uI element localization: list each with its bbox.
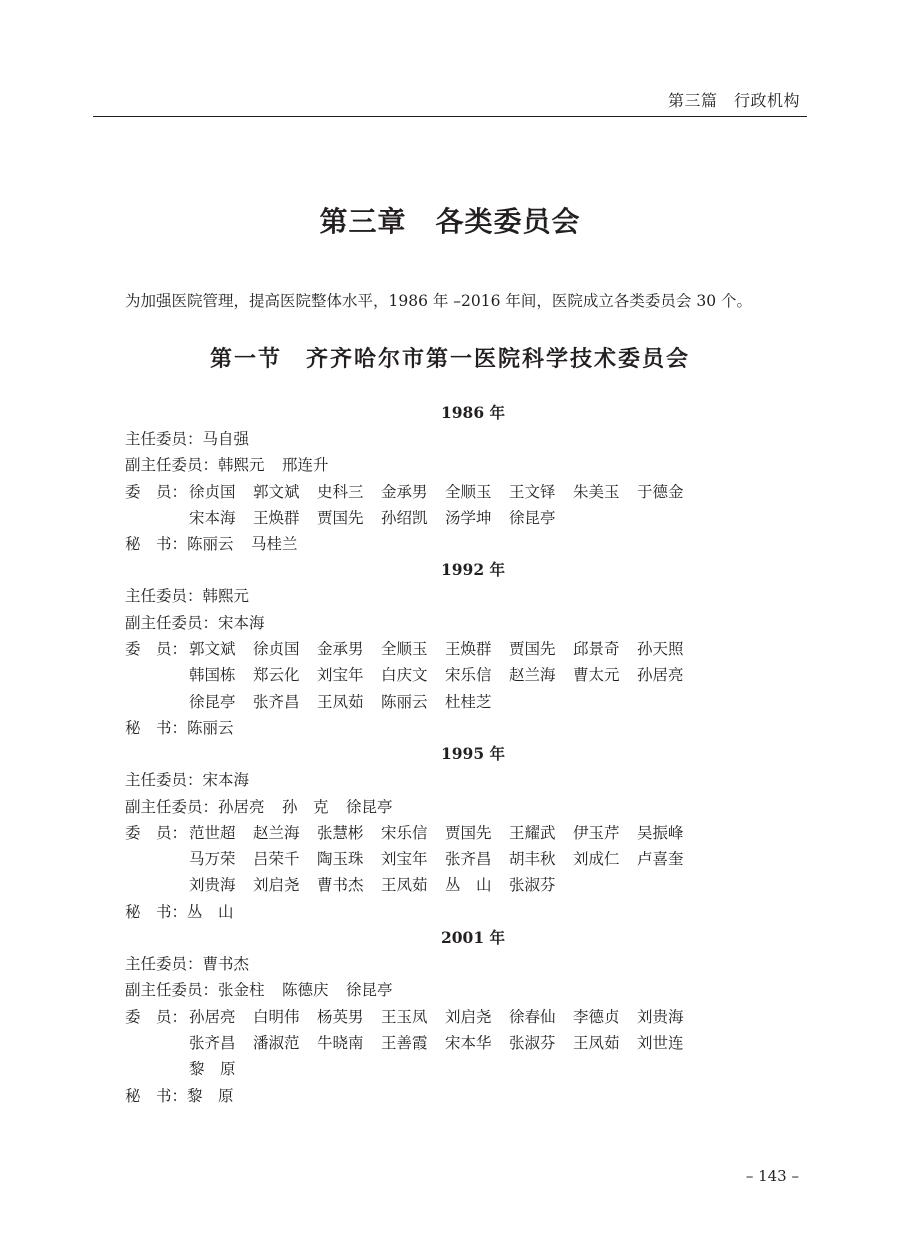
member-name: 卢喜奎 <box>637 850 684 869</box>
member-name: 徐贞国 <box>189 482 236 501</box>
member-name: 邱景奇 <box>573 640 620 659</box>
role-row <box>125 951 805 977</box>
name-list <box>203 583 267 609</box>
role-row <box>125 977 805 1003</box>
member-name: 刘贵海 <box>637 1007 684 1026</box>
member-name: 宋本华 <box>445 1033 492 1052</box>
role-label: 副主任委员： <box>125 981 219 1000</box>
role-label: 主任委员： <box>125 955 203 974</box>
committee-period <box>125 400 805 557</box>
role-row <box>125 452 805 478</box>
member-name: 刘贵海 <box>189 876 236 895</box>
role-row <box>125 426 805 452</box>
member-name: 曹书杰 <box>202 955 250 974</box>
role-row <box>125 899 805 925</box>
role-row <box>125 820 805 899</box>
member-name: 陈德庆 <box>282 981 329 1000</box>
member-name: 王文铎 <box>509 482 556 501</box>
name-list <box>218 794 410 820</box>
member-name: 王焕群 <box>445 640 492 659</box>
period-year-heading <box>0 925 700 951</box>
member-name: 汤学坤 <box>445 508 492 527</box>
member-name: 王焕群 <box>253 508 300 527</box>
member-name: 刘宝年 <box>317 666 364 685</box>
member-name: 史科三 <box>317 482 364 501</box>
name-list <box>189 636 701 715</box>
role-label: 秘 书： <box>125 1086 188 1105</box>
role-label: 委 员： <box>125 640 188 659</box>
member-name: 杜桂芝 <box>445 692 492 711</box>
name-list <box>187 531 315 557</box>
member-name: 孙居亮 <box>189 1007 236 1026</box>
member-name: 宋乐信 <box>381 823 428 842</box>
member-name: 贾国先 <box>317 508 364 527</box>
role-label: 副主任委员： <box>125 456 219 475</box>
section-title: 第一节 齐齐哈尔市第一医院科学技术委员会 <box>209 346 690 372</box>
role-label: 秘 书： <box>125 535 188 554</box>
member-name: 徐贞国 <box>253 640 300 659</box>
member-name: 陈丽云 <box>187 718 234 737</box>
member-name: 刘启尧 <box>445 1007 492 1026</box>
member-name: 刘启尧 <box>253 876 300 895</box>
role-row <box>125 583 805 609</box>
member-name: 黎 原 <box>189 1060 236 1079</box>
member-name: 张淑芬 <box>509 1033 556 1052</box>
member-name: 孙居亮 <box>637 666 684 685</box>
role-label: 委 员： <box>125 1007 188 1026</box>
member-name: 王凤茹 <box>317 692 364 711</box>
member-name: 张齐昌 <box>445 850 492 869</box>
member-name: 金承男 <box>381 482 428 501</box>
role-label: 秘 书： <box>125 902 188 921</box>
name-list <box>203 951 267 977</box>
member-name: 范世超 <box>189 823 236 842</box>
member-name: 张金柱 <box>218 981 265 1000</box>
member-name: 徐春仙 <box>509 1007 556 1026</box>
member-name: 赵兰海 <box>509 666 556 685</box>
member-name: 吴振峰 <box>637 823 684 842</box>
role-label: 委 员： <box>125 823 188 842</box>
role-row <box>125 767 805 793</box>
member-name: 孙天照 <box>637 640 684 659</box>
member-name: 白庆文 <box>381 666 428 685</box>
member-name: 于德金 <box>637 482 684 501</box>
member-name: 郭文斌 <box>189 640 236 659</box>
member-name: 杨英男 <box>317 1007 364 1026</box>
member-name: 张齐昌 <box>253 692 300 711</box>
committee-period <box>125 557 805 741</box>
name-list <box>218 977 410 1003</box>
name-list <box>203 426 267 452</box>
name-list <box>187 899 251 925</box>
member-name: 韩熙元 <box>218 456 265 475</box>
member-name: 马桂兰 <box>251 535 298 554</box>
member-name: 伊玉芹 <box>573 823 620 842</box>
name-list <box>189 479 701 532</box>
member-name: 王善霞 <box>381 1033 428 1052</box>
member-name: 金承男 <box>317 640 364 659</box>
committee-period <box>125 741 805 925</box>
period-year-heading <box>0 557 700 583</box>
member-name: 李德贞 <box>573 1007 620 1026</box>
member-name: 刘宝年 <box>381 850 428 869</box>
member-name: 刘世连 <box>637 1033 684 1052</box>
name-list <box>187 715 251 741</box>
role-row <box>125 715 805 741</box>
member-name: 全顺玉 <box>445 482 492 501</box>
role-label: 副主任委员： <box>125 797 219 816</box>
member-name: 韩熙元 <box>202 587 250 606</box>
role-row <box>125 610 805 636</box>
member-name: 宋本海 <box>218 613 265 632</box>
member-name: 牛晓南 <box>317 1033 364 1052</box>
period-year-text: 1986 年 <box>440 403 506 422</box>
member-name: 郑云化 <box>253 666 300 685</box>
chapter-title: 第三章 各类委员会 <box>319 205 581 238</box>
name-list <box>218 452 346 478</box>
member-name: 陶玉珠 <box>317 850 364 869</box>
member-name: 徐昆亭 <box>509 508 556 527</box>
member-name: 贾国先 <box>509 640 556 659</box>
member-name: 朱美玉 <box>573 482 620 501</box>
role-row <box>125 531 805 557</box>
name-list <box>218 610 282 636</box>
role-label: 副主任委员： <box>125 613 219 632</box>
role-row <box>125 1083 805 1109</box>
member-name: 张淑芬 <box>509 876 556 895</box>
running-header: 第三篇 行政机构 <box>667 91 800 110</box>
member-name: 郭文斌 <box>253 482 300 501</box>
member-name: 徐昆亭 <box>346 797 393 816</box>
role-label: 秘 书： <box>125 718 188 737</box>
member-name: 王凤茹 <box>381 876 428 895</box>
member-name: 赵兰海 <box>253 823 300 842</box>
member-name: 徐昆亭 <box>189 692 236 711</box>
page-number: – 143 – <box>745 1167 799 1185</box>
member-name: 曹书杰 <box>317 876 364 895</box>
period-year-text: 1992 年 <box>440 560 506 580</box>
role-label: 主任委员： <box>125 587 203 606</box>
header-rule <box>93 116 807 117</box>
member-name: 王玉凤 <box>381 1007 428 1026</box>
member-name: 陈丽云 <box>187 535 234 554</box>
member-name: 宋乐信 <box>445 666 492 685</box>
member-name: 马万荣 <box>189 850 236 869</box>
name-list <box>203 767 267 793</box>
period-year-text: 2001 年 <box>440 928 506 948</box>
name-list <box>189 1004 701 1083</box>
member-name: 邢连升 <box>282 456 329 475</box>
role-row <box>125 1004 805 1083</box>
member-name: 丛 山 <box>187 902 234 921</box>
member-name: 孙绍凯 <box>381 508 428 527</box>
member-name: 孙 克 <box>282 797 329 816</box>
role-label: 委 员： <box>125 482 188 501</box>
member-name: 孙居亮 <box>218 797 265 816</box>
member-name: 王凤茹 <box>573 1033 620 1052</box>
intro-paragraph: 为加强医院管理，提高医院整体水平，1986 年 –2016 年间，医院成立各类委员会 30 个。 <box>125 292 753 310</box>
member-name: 吕荣千 <box>253 850 300 869</box>
member-name: 宋本海 <box>202 771 250 790</box>
member-name: 陈丽云 <box>381 692 428 711</box>
role-row <box>125 479 805 532</box>
role-row <box>125 794 805 820</box>
period-year-heading <box>0 400 700 426</box>
member-name: 全顺玉 <box>381 640 428 659</box>
member-name: 王耀武 <box>509 823 556 842</box>
role-label: 主任委员： <box>125 771 203 790</box>
member-name: 白明伟 <box>253 1007 300 1026</box>
committee-period <box>125 925 805 1109</box>
member-name: 宋本海 <box>189 508 236 527</box>
member-name: 胡丰秋 <box>509 850 556 869</box>
member-name: 张慧彬 <box>317 823 364 842</box>
role-row <box>125 636 805 715</box>
member-name: 潘淑范 <box>253 1033 300 1052</box>
period-year-heading <box>0 741 700 767</box>
member-name: 刘成仁 <box>573 850 620 869</box>
name-list <box>187 1083 251 1109</box>
member-name: 贾国先 <box>445 823 492 842</box>
committee-list <box>125 400 805 1109</box>
period-year-text: 1995 年 <box>440 744 506 764</box>
name-list <box>189 820 701 899</box>
member-name: 张齐昌 <box>189 1033 236 1052</box>
member-name: 曹太元 <box>573 666 620 685</box>
member-name: 徐昆亭 <box>346 981 393 1000</box>
role-label: 主任委员： <box>125 430 203 448</box>
member-name: 黎 原 <box>187 1086 234 1105</box>
member-name: 丛 山 <box>445 876 492 895</box>
member-name: 韩国栋 <box>189 666 236 685</box>
member-name: 马自强 <box>202 430 250 448</box>
